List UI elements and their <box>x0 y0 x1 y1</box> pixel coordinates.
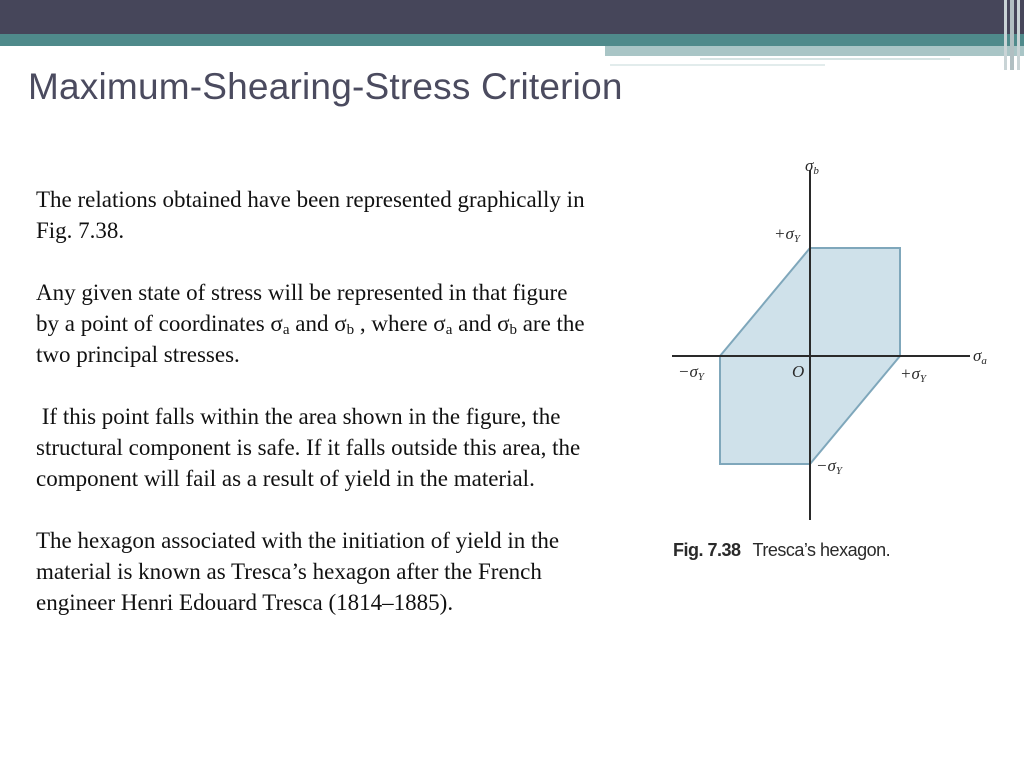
paragraph-2: Any given state of stress will be represented in that figure by a point of coordinates $\sigma_a$ and $\sigma_b$ , where $\sigma_a$ and $\sigma_b$ are the two principal stresses. <box>36 280 585 367</box>
plus-sigma-y-top-label: $+\sigma_Y$ <box>774 224 800 245</box>
tresca-hexagon-figure <box>640 148 1020 588</box>
slide-title: Maximum-Shearing-Stress Criterion <box>28 66 623 107</box>
axis-b-label: $\sigma_b$ <box>805 156 819 177</box>
header-accent-line <box>700 58 950 60</box>
paragraph-4: The hexagon associated with the initiation of yield in the material is known as Tresca’s hexagon after the French engineer Henri Edouard Tresca (1814–1885). <box>36 528 560 615</box>
minus-sigma-y-left-label: $-\sigma_Y$ <box>678 362 704 383</box>
figure-caption <box>673 540 890 561</box>
paragraph-3: If this point falls within the area shown in the figure, the structural component is safe. If it falls outside this area, the component will fail as a result of yield in the material. <box>36 404 586 491</box>
header-edge-bars <box>1004 0 1020 70</box>
origin-label: O <box>792 362 805 381</box>
axis-a-label: $\sigma_a$ <box>973 346 987 367</box>
caption-number: Fig. 7.38 <box>673 540 741 560</box>
header-band-teal <box>0 34 1024 46</box>
body-text <box>36 184 596 649</box>
caption-text: Tresca’s hexagon. <box>752 540 891 560</box>
header-accent-line-2 <box>610 64 825 66</box>
plus-sigma-y-right-label: $+\sigma_Y$ <box>900 364 926 385</box>
minus-sigma-y-bottom-label: $-\sigma_Y$ <box>816 456 842 477</box>
header-band-dark <box>0 0 1024 34</box>
header-band-light <box>605 46 1024 56</box>
paragraph-1: The relations obtained have been represented graphically in Fig. 7.38. <box>36 187 585 243</box>
